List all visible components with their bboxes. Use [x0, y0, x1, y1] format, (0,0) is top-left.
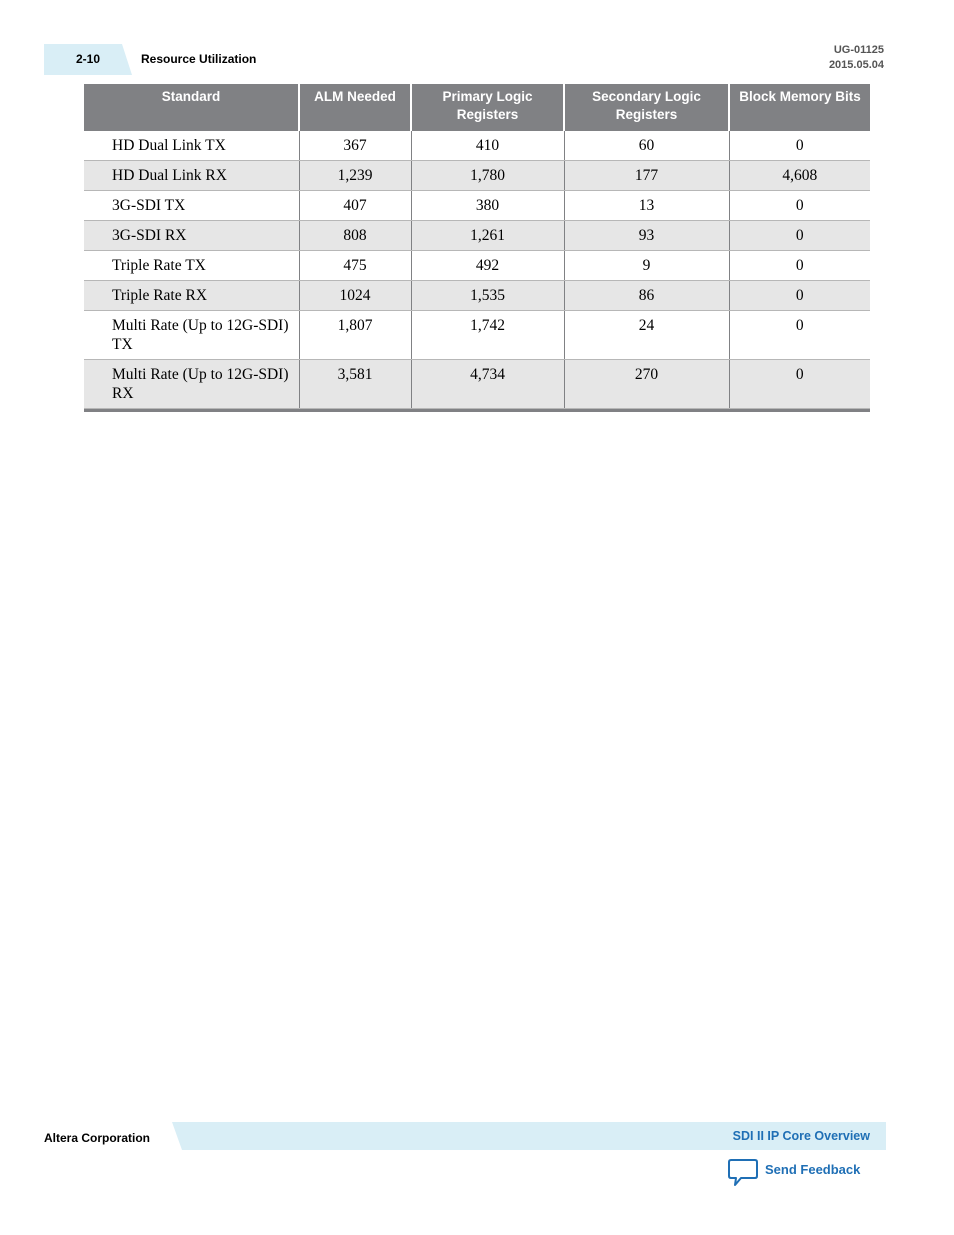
cell-memory-bits: 0: [729, 360, 870, 409]
doc-title-link[interactable]: SDI II IP Core Overview: [732, 1129, 870, 1143]
cell-secondary-registers: 9: [564, 251, 729, 281]
column-header-alm-needed: ALM Needed: [299, 84, 411, 131]
cell-memory-bits: 0: [729, 281, 870, 311]
cell-primary-registers: 492: [411, 251, 564, 281]
cell-secondary-registers: 93: [564, 221, 729, 251]
page-number-tab: [44, 44, 130, 74]
column-header-secondary-logic-registers: Secondary Logic Registers: [564, 84, 729, 131]
table-row: [84, 281, 870, 311]
cell-memory-bits: 0: [729, 311, 870, 360]
cell-secondary-registers: 60: [564, 131, 729, 161]
cell-memory-bits: 0: [729, 221, 870, 251]
cell-standard: Triple Rate RX: [84, 281, 299, 311]
cell-alm: 3,581: [299, 360, 411, 409]
cell-alm: 1,239: [299, 161, 411, 191]
column-header-standard: Standard: [84, 84, 299, 131]
cell-primary-registers: 1,261: [411, 221, 564, 251]
resource-table-container: [84, 84, 870, 412]
table-row: [84, 161, 870, 191]
table-header-row: [84, 84, 870, 131]
cell-standard: HD Dual Link TX: [84, 131, 299, 161]
page-number: 2-10: [75, 52, 101, 66]
cell-alm: 808: [299, 221, 411, 251]
cell-memory-bits: 0: [729, 131, 870, 161]
send-feedback-label: Send Feedback: [765, 1162, 861, 1177]
document-meta: [829, 43, 884, 73]
table-row: [84, 221, 870, 251]
cell-memory-bits: 4,608: [729, 161, 870, 191]
cell-standard: HD Dual Link RX: [84, 161, 299, 191]
cell-memory-bits: 0: [729, 191, 870, 221]
document-date: 2015.05.04: [828, 59, 884, 71]
cell-secondary-registers: 13: [564, 191, 729, 221]
table-row: [84, 311, 870, 360]
cell-standard: Triple Rate TX: [84, 251, 299, 281]
section-title: Resource Utilization: [141, 52, 257, 66]
cell-alm: 1024: [299, 281, 411, 311]
cell-memory-bits: 0: [729, 251, 870, 281]
cell-primary-registers: 4,734: [411, 360, 564, 409]
cell-alm: 367: [299, 131, 411, 161]
cell-secondary-registers: 177: [564, 161, 729, 191]
table-row: [84, 360, 870, 409]
cell-alm: 407: [299, 191, 411, 221]
cell-primary-registers: 380: [411, 191, 564, 221]
cell-secondary-registers: 24: [564, 311, 729, 360]
table-row: [84, 191, 870, 221]
table-row: [84, 251, 870, 281]
cell-primary-registers: 1,780: [411, 161, 564, 191]
column-header-block-memory-bits: Block Memory Bits: [729, 84, 870, 131]
resource-utilization-table: [84, 84, 870, 409]
speech-bubble-icon: [727, 1158, 759, 1188]
table-row: [84, 131, 870, 161]
cell-standard: Multi Rate (Up to 12G-SDI) TX: [84, 311, 299, 360]
column-header-primary-logic-registers: Primary Logic Registers: [411, 84, 564, 131]
cell-primary-registers: 410: [411, 131, 564, 161]
cell-standard: 3G-SDI RX: [84, 221, 299, 251]
document-id: UG-01125: [833, 44, 884, 56]
cell-standard: 3G-SDI TX: [84, 191, 299, 221]
footer-corporation: Altera Corporation: [44, 1131, 151, 1145]
cell-alm: 475: [299, 251, 411, 281]
cell-secondary-registers: 270: [564, 360, 729, 409]
cell-primary-registers: 1,742: [411, 311, 564, 360]
footer-bar: [172, 1122, 886, 1150]
table-bottom-rule: [84, 409, 870, 412]
cell-primary-registers: 1,535: [411, 281, 564, 311]
cell-standard: Multi Rate (Up to 12G-SDI) RX: [84, 360, 299, 409]
cell-secondary-registers: 86: [564, 281, 729, 311]
cell-alm: 1,807: [299, 311, 411, 360]
